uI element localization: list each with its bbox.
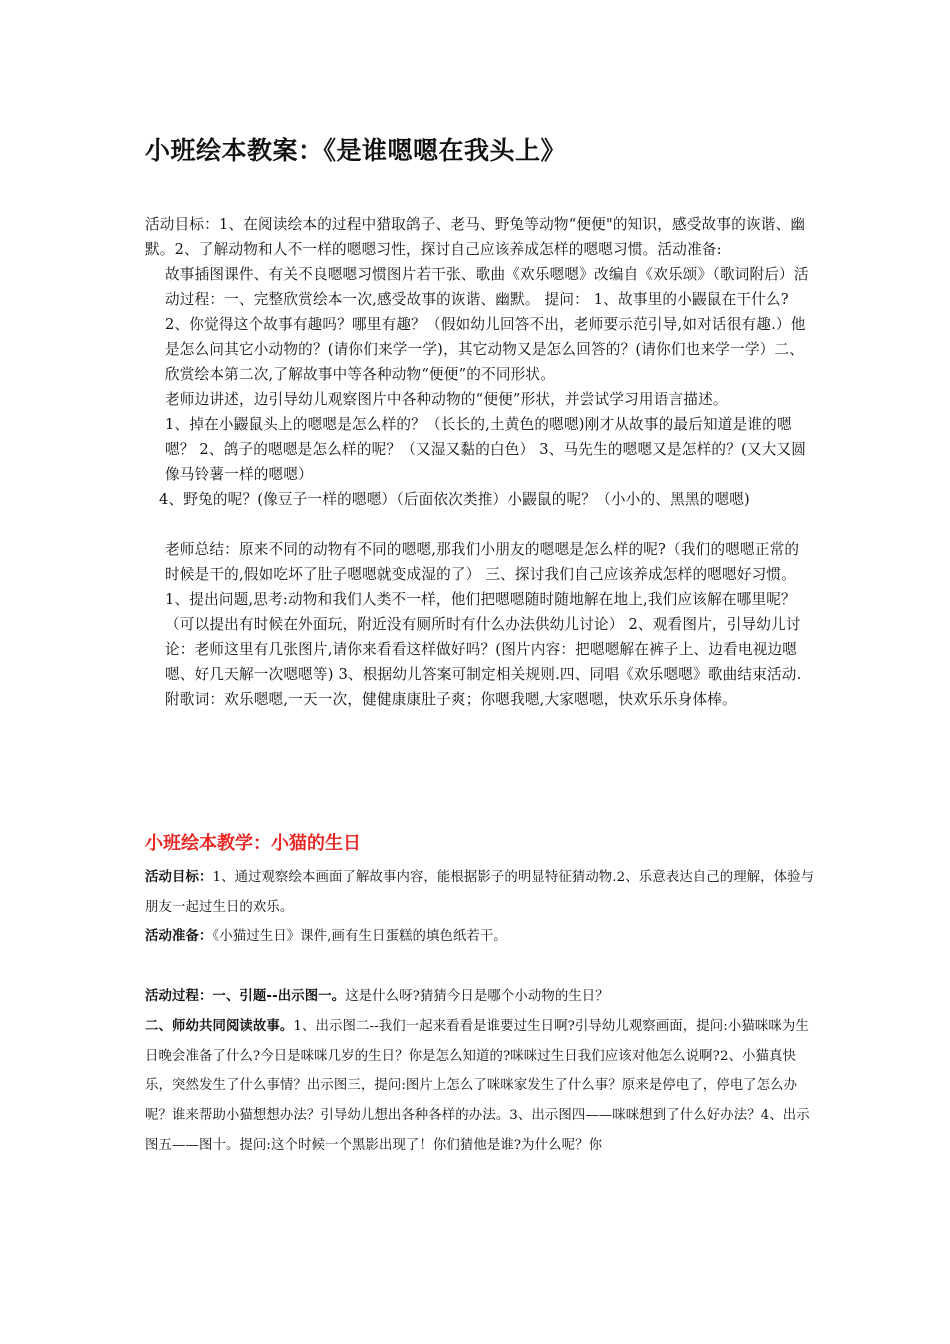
rabbit-poop-paragraph: 4、野兔的呢？(像豆子一样的嗯嗯）（后面依次类推）小鼹鼠的呢？（小小的、黑黑的嗯嗯) <box>159 491 750 508</box>
lesson-plan-body <box>145 212 813 712</box>
teacher-narration-paragraph: 老师边讲述，边引导幼儿观察图片中各种动物的“便便”形状，并尝试学习用语言描述。 <box>165 391 728 408</box>
spacer <box>145 512 813 537</box>
kitten-birthday-body <box>145 863 821 1160</box>
goal-paragraph <box>145 863 821 922</box>
activity-goals-paragraph: 活动目标：1、在阅读绘本的过程中猎取鸽子、老马、野兔等动物“便便"的知识，感受故事的诙谐、幽默。2、了解动物和人不一样的嗯嗯习性，探讨自己应该养成怎样的嗯嗯习惯。活动准备: <box>145 216 806 258</box>
reading-label: 二、师幼共同阅读故事。 <box>145 1018 294 1034</box>
goal-label: 活动目标： <box>145 870 213 885</box>
process-label: 活动过程：一、引题--出示图一。 <box>145 989 346 1005</box>
prep-text: 《小猫过生日》课件,画有生日蛋糕的填色纸若干。 <box>212 929 507 945</box>
spacer <box>145 952 821 982</box>
document-title: 小班绘本教案：《是谁嗯嗯在我头上》 <box>145 136 567 165</box>
teacher-summary-paragraph: 老师总结：原来不同的动物有不同的嗯嗯,那我们小朋友的嗯嗯是怎么样的呢?（我们的嗯嗯正常的时候是干的,假如吃坏了肚子嗯嗯就变成湿的了） 三、探讨我们自己应该养成怎样的嗯嗯好习惯。 <box>165 541 800 583</box>
prep-label: 活动准备： <box>145 929 213 945</box>
reading-text: 1、出示图二--我们一起来看看是谁要过生日啊?引导幼儿观察画面，提问:小猫咪咪为生日晚会准备了什么?今日是咪咪几岁的生日？你是怎么知道的?咪咪过生日我们应该对他怎么说啊?2、小猫真快乐，突然发生了什么事情？出示图三，提问:图片上怎么了咪咪家发生了什么事？原来是停电了，停电了怎么办呢？谁来帮助小猫想想办法？引导幼儿想出各种各样的办法。3、出示图四——咪咪想到了什么好办法？4、出示图五——图十。提问:这个时候一个黑影出现了！你们猜他是谁?为什么呢？你 <box>145 1018 810 1153</box>
discussion-paragraph: 1、提出问题,思考:动物和我们人类不一样，他们把嗯嗯随时随地解在地上,我们应该解在哪里呢？（可以提出有时候在外面玩，附近没有厕所时有什么办法供幼儿讨论） 2、观看图片，引导幼儿讨论：老师这里有几张图片,请你来看看这样做好吗？(图片内容：把嗯嗯解在裤子上、边看电视边嗯嗯、好几天解一次嗯嗯等) 3、根据幼儿答案可制定相关规则.四、同唱《欢乐嗯嗯》歌曲结束活动.附歌词：欢乐嗯嗯,一天一次，健健康康肚子爽；你嗯我嗯,大家嗯嗯，快欢乐乐身体棒。 <box>165 591 802 708</box>
prep-paragraph <box>145 922 821 952</box>
section-subtitle: 小班绘本教学：小猫的生日 <box>145 833 361 854</box>
process-text: 这是什么呀?猜猜今日是哪个小动物的生日？ <box>345 989 609 1005</box>
process-paragraph <box>145 982 821 1012</box>
goal-text: 1、通过观察绘本画面了解故事内容，能根据影子的明显特征猜动物.2、乐意表达自己的理解，体验与朋友一起过生日的欢乐。 <box>145 870 815 915</box>
question-paragraph: 2、你觉得这个故事有趣吗？哪里有趣？（假如幼儿回答不出，老师要示范引导,如对话很有趣.）他是怎么问其它小动物的？(请你们来学一学)，其它动物又是怎么回答的？(请你们也来学一学）二、欣赏绘本第二次,了解故事中等各种动物“便便”的不同形状。 <box>165 316 806 383</box>
poop-shapes-paragraph: 1、掉在小鼹鼠头上的嗯嗯是怎么样的？（长长的,土黄色的嗯嗯)刚才从故事的最后知道是谁的嗯嗯？ 2、鸽子的嗯嗯是怎么样的呢？（又湿又黏的白色） 3、马先生的嗯嗯又是怎样的？(又大又圆像马铃薯一样的嗯嗯） <box>165 416 807 483</box>
preparation-paragraph: 故事插图课件、有关不良嗯嗯习惯图片若干张、歌曲《欢乐嗯嗯》改编自《欢乐颂》（歌词附后）活动过程：一、完整欣赏绘本一次,感受故事的诙谐、幽默。 提问： 1、故事里的小鼹鼠在干什么? <box>165 266 809 308</box>
reading-paragraph <box>145 1012 821 1161</box>
